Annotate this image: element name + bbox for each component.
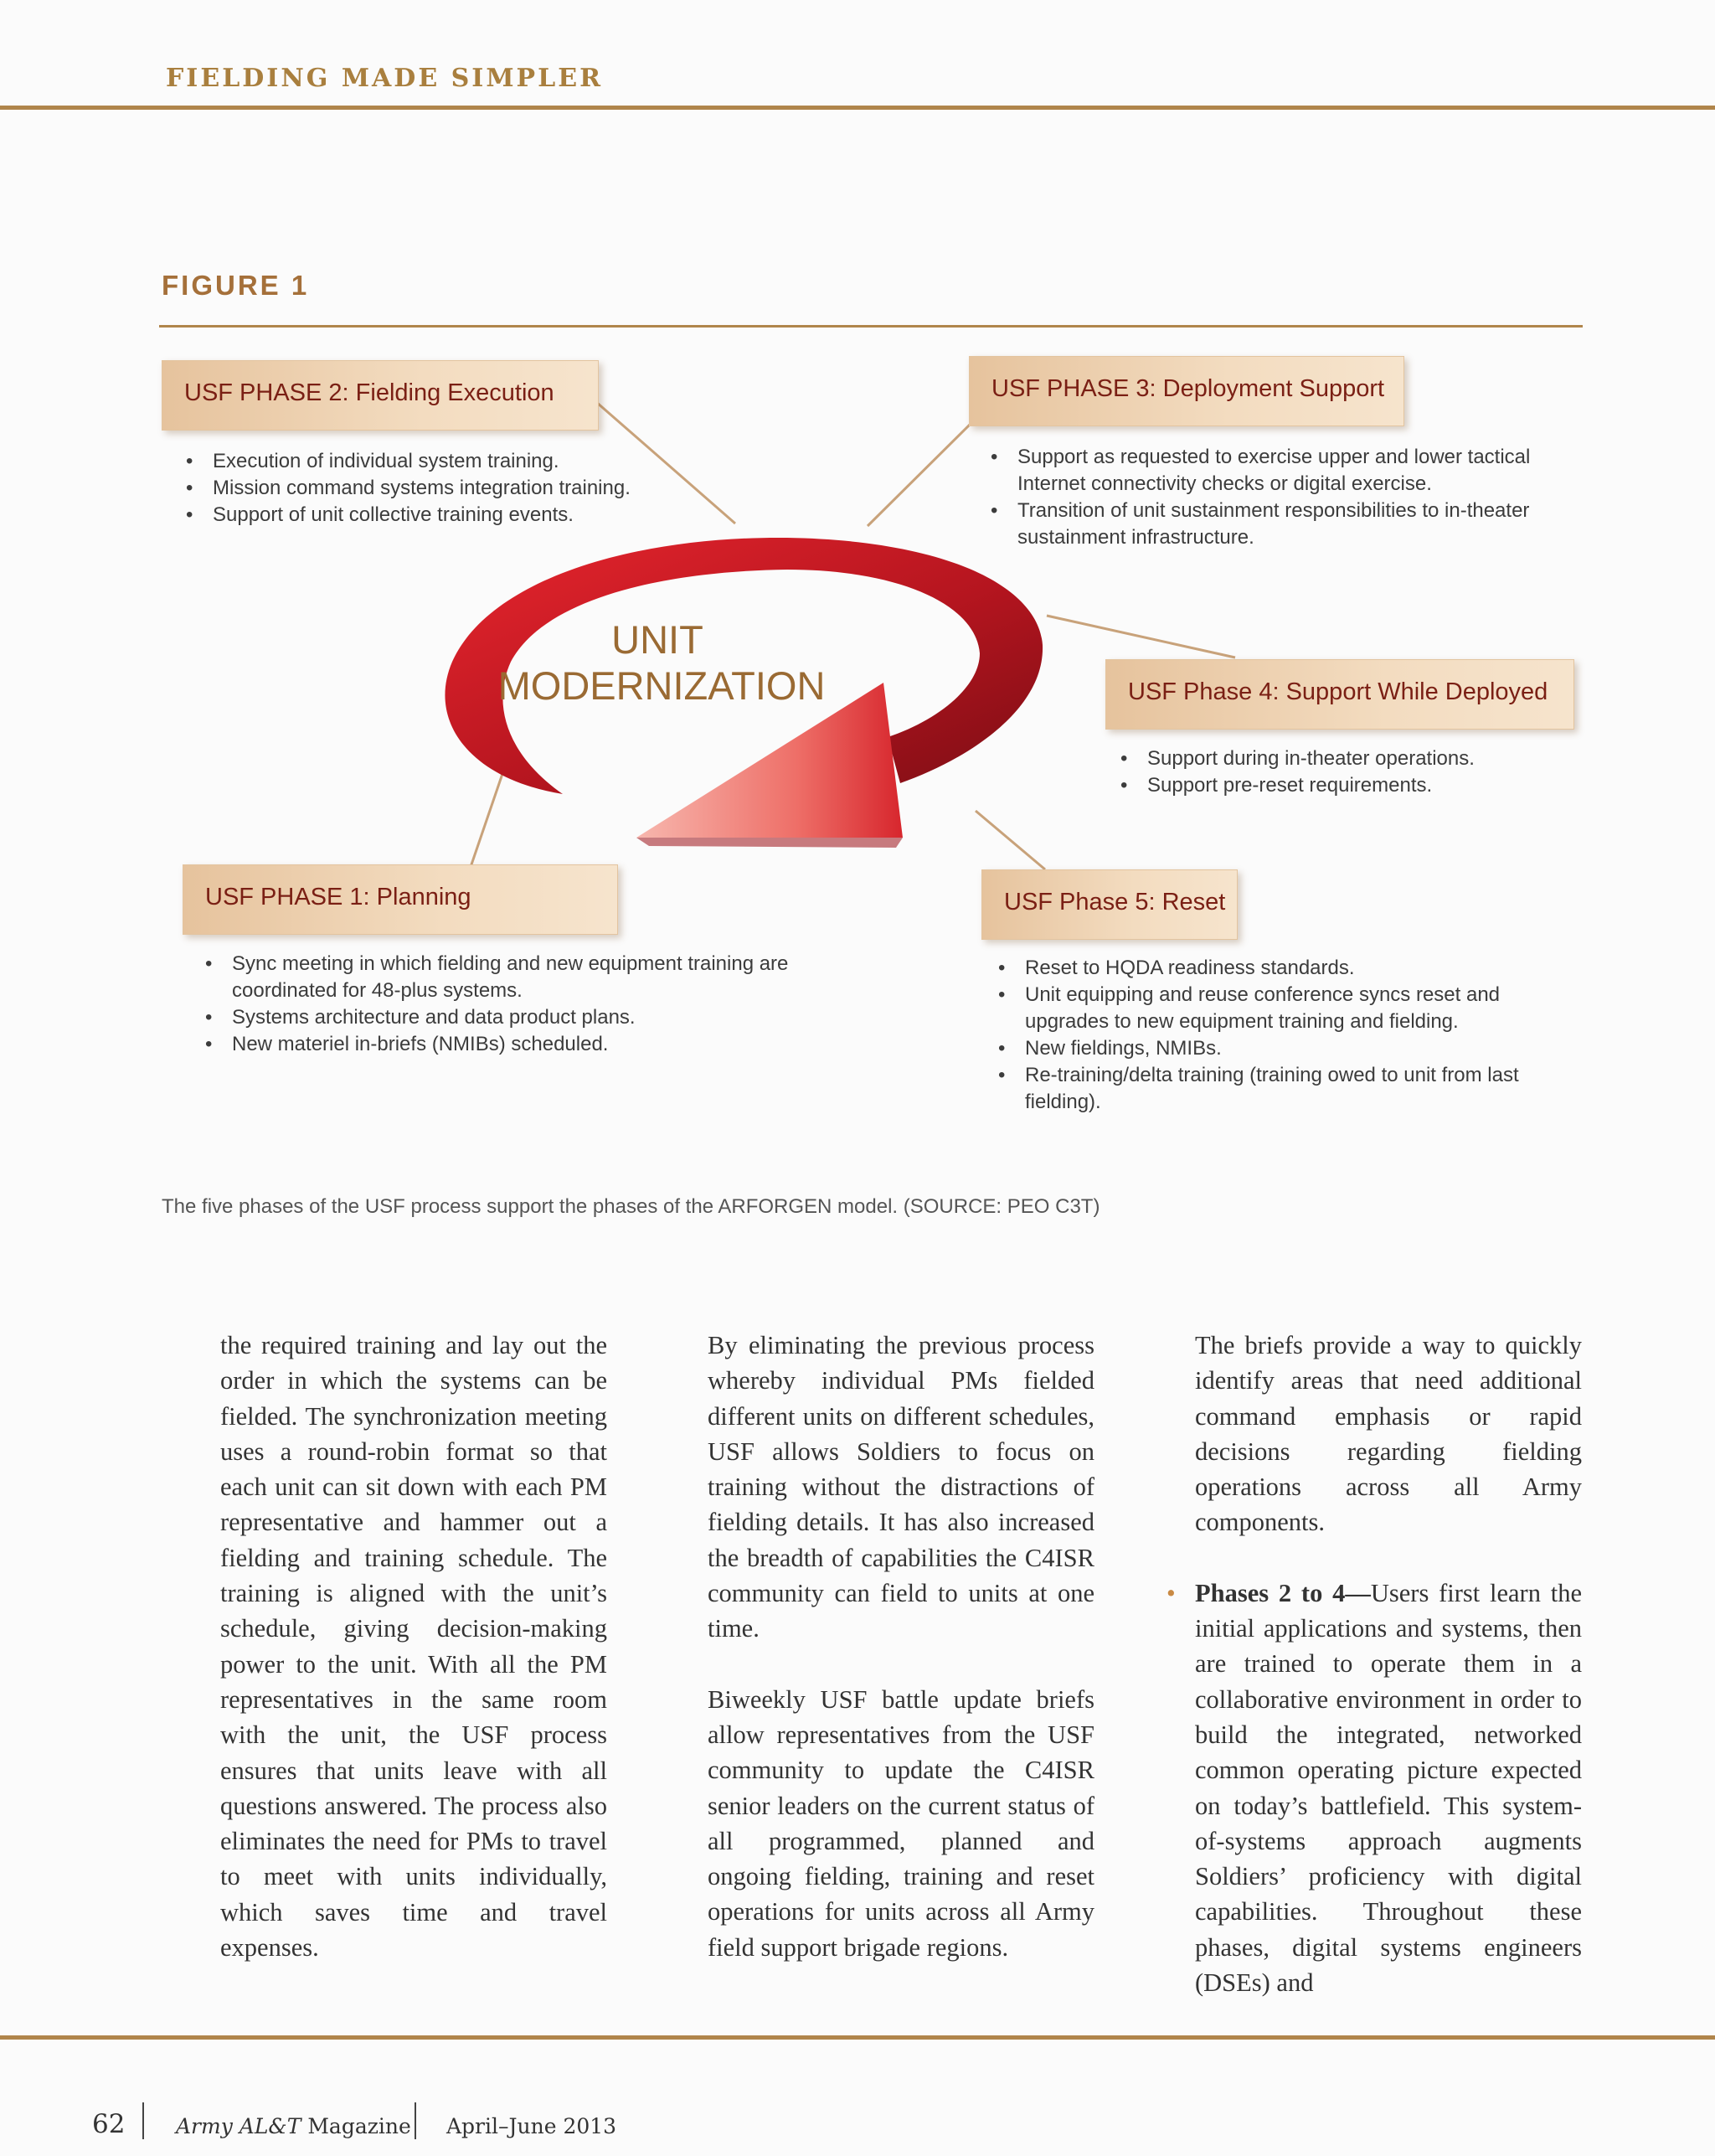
bullet-dot: • [991, 446, 998, 468]
bullet-dot: • [186, 477, 193, 499]
bullet-dot: • [1120, 747, 1128, 770]
phase4-title: USF Phase 4: Support While Deployed [1128, 678, 1548, 705]
bullet-dash: — [1345, 1578, 1371, 1607]
connector-phase3 [868, 423, 971, 526]
phase4-bullets [1120, 745, 1589, 799]
phase5-bullets [998, 955, 1568, 1116]
page-number: 62 [92, 2109, 126, 2139]
phase3-box [969, 356, 1404, 426]
body-paragraph: the required training and lay out the order in which the systems can be fielded. The synchronization meeting uses a round-robin format so that each unit can sit down with each PM representative and hammer out a fielding and training schedule. The training is aligned with the unit’s schedule, giving decision-making power to the unit. With all the PM representatives in the same room with the unit, the USF process ensures that units leave with all questions answered. The process also eliminates the need for PMs to travel to meet with units individually, which saves time and travel expenses. [220, 1331, 607, 1963]
list-item: • Mission command systems integration training. [186, 475, 705, 502]
connector-phase5 [976, 811, 1045, 869]
phase5-box [981, 869, 1238, 940]
phase1-bullets [205, 951, 825, 1058]
list-item: • Unit equipping and reuse conference syncs reset and upgrades to new equipment training and fielding. [998, 983, 1501, 1033]
bullet-dot: • [1120, 774, 1128, 797]
list-item: • Execution of individual system training. [186, 448, 705, 475]
phase2-box [162, 360, 599, 431]
list-item: • New materiel in-briefs (NMIBs) scheduled. [205, 1031, 825, 1058]
list-item: • Support as requested to exercise upper and lower tactical Internet connectivity checks or digital exercise. [991, 446, 1531, 495]
bullet-dot: • [205, 1006, 213, 1029]
cycle-arrow-shadow [636, 838, 903, 848]
bullet-dot: • [998, 983, 1006, 1006]
phase5-title: USF Phase 5: Reset [1004, 889, 1226, 916]
bullet-dot: • [998, 1037, 1006, 1060]
running-head: FIELDING MADE SIMPLER [166, 64, 603, 93]
phase1-box [183, 864, 618, 935]
list-item: • Sync meeting in which fielding and new equipment training are coordinated for 48-plus systems. [205, 952, 789, 1002]
list-item: • New fieldings, NMIBs. [998, 1035, 1568, 1062]
bullet-dot: • [205, 1033, 213, 1055]
footer-divider [142, 2102, 144, 2139]
phase1-title: USF PHASE 1: Planning [205, 884, 471, 910]
magazine-name: Army AL&T Magazine [176, 2114, 411, 2138]
center-label-line1: UNIT [611, 617, 703, 662]
list-item: • Transition of unit sustainment responsibilities to in-theater sustainment infrastructure. [991, 499, 1530, 549]
issue-date: April–June 2013 [446, 2114, 617, 2138]
body-column-1 [220, 1328, 607, 1965]
bullet-dot: • [991, 499, 998, 522]
phase2-title: USF PHASE 2: Fielding Execution [184, 379, 554, 406]
body-paragraph: By eliminating the previous process whereby individual PMs fielded different units on different schedules, USF allows Soldiers to focus on training without the distractions of fielding details. It has also increased the breadth of capabilities the C4ISR community can field to units at one time. [708, 1331, 1094, 1643]
phase3-title: USF PHASE 3: Deployment Support [991, 375, 1385, 402]
figure-caption: The five phases of the USF process support the phases of the ARFORGEN model. (SOURCE: PEO C3T) [162, 1195, 1100, 1218]
connector-phase4 [1047, 616, 1235, 658]
list-item: • Reset to HQDA readiness standards. [998, 955, 1568, 982]
phase4-box [1105, 659, 1574, 730]
bullet-marker: • [1167, 1578, 1176, 1607]
bullet-lead: Phases 2 to 4 [1195, 1578, 1346, 1607]
body-paragraph: The briefs provide a way to quickly identify areas that need additional command emphasis or rapid decisions regarding fielding operations across all Army components. [1195, 1331, 1582, 1537]
phase2-bullets [186, 448, 705, 529]
bullet-paragraph [1167, 1576, 1582, 2001]
bullet-text: Users first learn the initial applications and systems, then are trained to operate them in a collaborative environment in order to build the integrated, networked common operating picture expected on today’s battlefield. This system-of-systems approach augments Soldiers’ proficiency with digital capabilities. Throughout these phases, digital systems engineers (DSEs) and [1195, 1578, 1582, 1998]
bullet-dot: • [998, 957, 1006, 979]
list-item: • Systems architecture and data product plans. [205, 1004, 825, 1031]
figure-label: FIGURE 1 [162, 270, 310, 301]
body-paragraph: Biweekly USF battle update briefs allow representatives from the USF community to update the C4ISR senior leaders on the current status of all programmed, planned and ongoing fielding, training and reset operations for units across all Army field support brigade regions. [708, 1684, 1094, 1962]
list-item: • Support pre-reset requirements. [1120, 772, 1589, 799]
list-item: • Support of unit collective training events. [186, 502, 705, 529]
footer-divider [415, 2102, 416, 2139]
bullet-dot: • [205, 952, 213, 975]
body-column-2 [708, 1328, 1094, 1965]
bullet-dot: • [998, 1064, 1006, 1086]
footer-rule [0, 2035, 1715, 2040]
connector-phase1 [471, 769, 504, 867]
bullet-dot: • [186, 450, 193, 472]
bullet-dot: • [186, 503, 193, 526]
center-label-line2: MODERNIZATION [497, 663, 826, 708]
list-item: • Support during in-theater operations. [1120, 745, 1589, 772]
body-column-3 [1167, 1328, 1582, 2000]
phase3-bullets [991, 444, 1577, 551]
list-item: • Re-training/delta training (training owed to unit from last fielding). [998, 1064, 1519, 1113]
